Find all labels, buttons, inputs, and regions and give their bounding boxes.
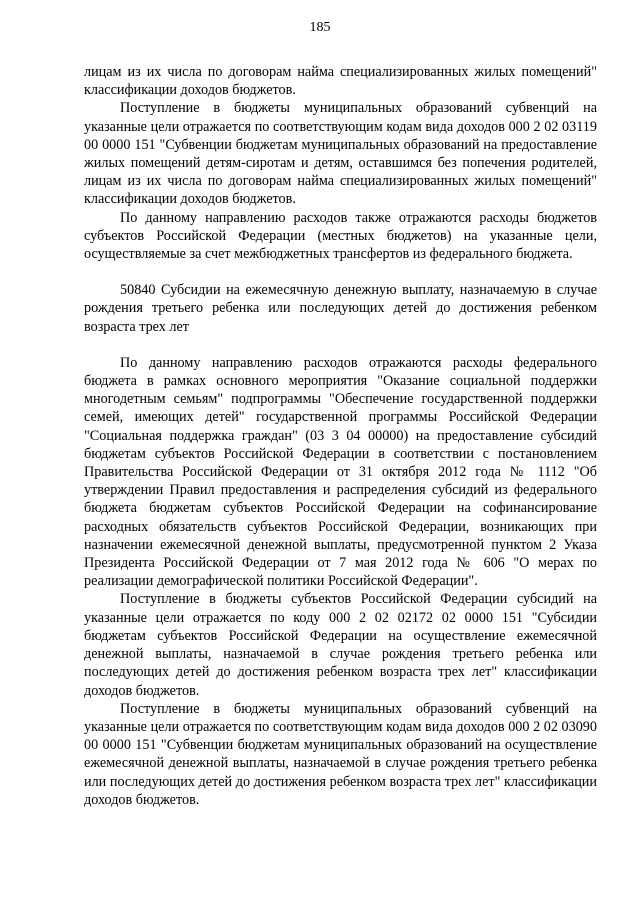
paragraph-municipal-subventions: Поступление в бюджеты муниципальных образований субвенций на указанные цели отражается по соответствующим кодам вида доходов 000 2 02 03119 00 0000 151 "Субвенции бюджетам муниципальных образований на предоставление жилых помещений детям-сиротам и детям, оставшимся без попечения родителей, лицам из их числа по договорам найма специализированных жилых помещений" классификации доходов бюджетов. xyxy=(84,100,597,208)
paragraph-spacer xyxy=(84,263,597,281)
paragraph-regional-expenses: По данному направлению расходов также отражаются расходы бюджетов субъектов Российской Федерации (местных бюджетов) на указанные цели, осуществляемые за счет межбюджетных трансфертов из федерального бюджета. xyxy=(84,209,597,263)
paragraph-spacer xyxy=(84,336,597,354)
document-body xyxy=(84,63,597,809)
page-number: 185 xyxy=(309,20,331,35)
paragraph-federal-expenses: По данному направлению расходов отражаются расходы федерального бюджета в рамках основного мероприятия "Оказание социальной поддержки многодетным семьям" подпрограммы "Обеспечение государственной поддержки семей, имеющих детей" государственной программы Российской Федерации "Социальная поддержка граждан" (03 3 04 00000) на предоставление субсидий бюджетам субъектов Российской Федерации в соответствии с постановлением Правительства Российской Федерации от 31 октября 2012 года № 1112 "Об утверждении Правил предоставления и распределения субсидий из федерального бюджета бюджетам субъектов Российской Федерации на софинансирование расходных обязательств субъектов Российской Федерации, возникающих при назначении ежемесячной денежной выплаты, предусмотренной пунктом 2 Указа Президента Российской Федерации от 7 мая 2012 года № 606 "О мерах по реализации демографической политики Российской Федерации". xyxy=(84,354,597,590)
paragraph-municipal-subventions-2: Поступление в бюджеты муниципальных образований субвенций на указанные цели отражается по соответствующим кодам вида доходов 000 2 02 03090 00 0000 151 "Субвенции бюджетам муниципальных образований на осуществление ежемесячной денежной выплаты, назначаемой в случае рождения третьего ребенка или последующих детей до достижения ребенком возраста трех лет" классификации доходов бюджетов. xyxy=(84,700,597,808)
paragraph-regional-subsidies: Поступление в бюджеты субъектов Российской Федерации субсидий на указанные цели отражается по коду 000 2 02 02172 02 0000 151 "Субсидии бюджетам субъектов Российской Федерации на осуществление ежемесячной денежной выплаты, назначаемой в случае рождения третьего ребенка или последующих детей до достижения ребенком возраста трех лет" классификации доходов бюджетов. xyxy=(84,591,597,699)
section-heading-50840: 50840 Субсидии на ежемесячную денежную выплату, назначаемую в случае рождения третьего ребенка или последующих детей до достижения ребенком возраста трех лет xyxy=(84,282,597,335)
paragraph-continuation: лицам из их числа по договорам найма специализированных жилых помещений" классификации доходов бюджетов. xyxy=(84,64,597,99)
